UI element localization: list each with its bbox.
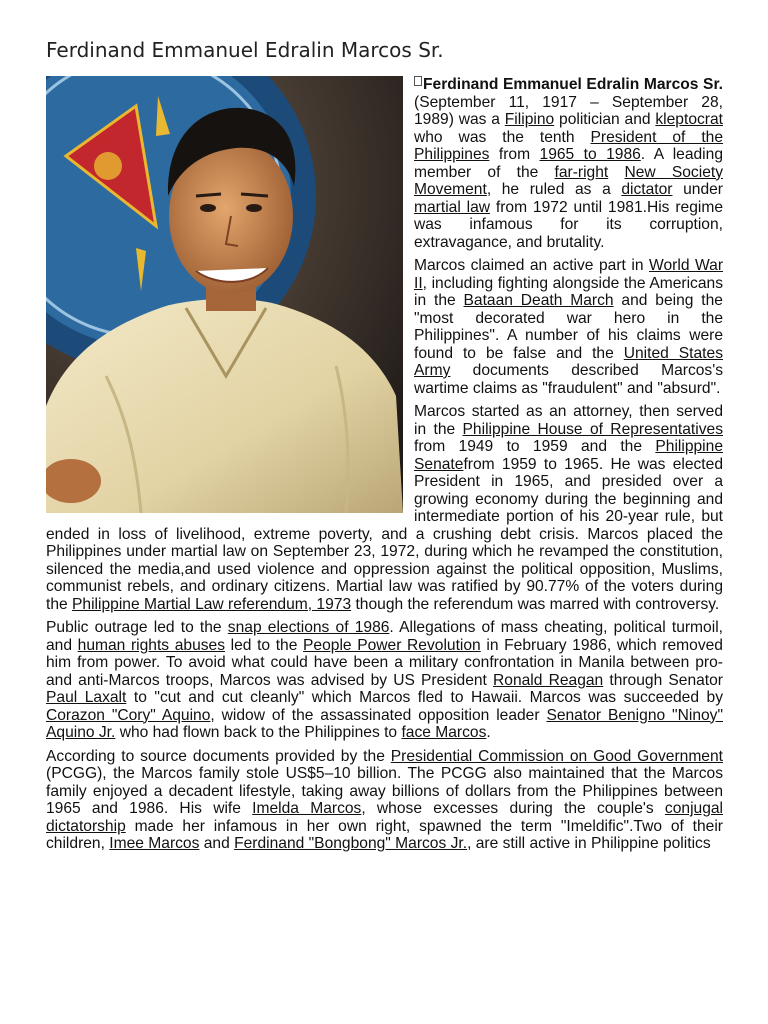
link-filipino[interactable]: Filipino <box>504 111 555 128</box>
link-martial-law-referendum[interactable]: Philippine Martial Law referendum, 1973 <box>72 595 352 613</box>
text <box>608 164 624 181</box>
link-martial-law[interactable]: martial law <box>414 198 491 216</box>
link-bongbong-marcos[interactable]: Ferdinand "Bongbong" Marcos Jr. <box>234 835 468 852</box>
link-1965-to-1986[interactable]: 1965 to 1986 <box>539 146 641 163</box>
text: According to source documents provided by the <box>46 747 391 765</box>
text: from 1949 to 1959 and the <box>414 438 656 455</box>
text: in February 1986, which removed him from power. To avoid what could have been a military confrontation in Manila between pro- and anti-Marcos troops, Marcos was advised by US President <box>46 636 723 689</box>
link-bataan-death-march[interactable]: Bataan Death March <box>463 292 614 309</box>
text: , he ruled as a <box>486 181 622 198</box>
text: , widow of the assassinated opposition leader <box>210 706 547 724</box>
link-paul-laxalt[interactable]: Paul Laxalt <box>46 689 127 706</box>
link-conjugal-dictatorship[interactable]: conjugal dictatorship <box>46 800 724 835</box>
text: , whose excesses during the couple's <box>361 800 665 817</box>
link-ronald-reagan[interactable]: Ronald Reagan <box>493 671 604 689</box>
anchor-icon <box>414 76 422 86</box>
text: under <box>672 181 723 198</box>
page-title: Ferdinand Emmanuel Edralin Marcos Sr. <box>46 38 444 62</box>
link-united-states-army[interactable]: United States Army <box>414 344 723 379</box>
link-people-power-revolution[interactable]: People Power Revolution <box>303 636 481 654</box>
text: from 1959 to 1965. He was elected President in 1965, and presided over a growing economy during the beginning and intermediate portion of his 20-year rule, but ended in loss of livelihood, extreme poverty, and a crushing debt crisis. Marcos placed the Philippines under martial law on September 23, 1972, during which he revamped the constitution, silenced the media,and used violence and oppression against the political opposition, Muslims, communist rebels, and ordinary citizens. Martial law was ratified by 90.77% of the voters during the <box>46 455 723 613</box>
text: (PCGG), the Marcos family stole US$5–10 billion. The PCGG also maintained that the Marcos family enjoyed a decadent lifestyle, taking away billions of dollars from the Philippines between 1965 and 1986. His wife <box>46 765 723 817</box>
text: Marcos started as an attorney, then served in the <box>414 403 723 438</box>
text: from 1972 until 1981.His regime was infamous for its corruption, extravagance, and brutality. <box>414 198 723 251</box>
text: made her infamous in her own right, spawned the term "Imeldific".Two of their children, <box>46 817 723 852</box>
link-ninoy-aquino[interactable]: Senator Benigno "Ninoy" Aquino Jr. <box>46 706 723 741</box>
link-world-war-ii[interactable]: World War II <box>414 257 724 292</box>
text: who was the tenth <box>414 128 591 146</box>
text: . Allegations of mass cheating, political turmoil, and <box>46 619 723 654</box>
link-face-marcos[interactable]: face Marcos <box>401 724 487 741</box>
link-pcgg[interactable]: Presidential Commission on Good Government <box>390 747 723 765</box>
link-kleptocrat[interactable]: kleptocrat <box>655 111 723 128</box>
text: documents described Marcos's wartime claims as "fraudulent" and "absurd". <box>414 362 723 397</box>
link-philippine-senate[interactable]: Philippine Senate <box>414 438 723 473</box>
text: , including fighting alongside the Americans in the <box>414 274 723 309</box>
text: to "cut and cut cleanly" which Marcos fled to Hawaii. Marcos was succeeded by <box>126 689 724 706</box>
text: (September 11, 1917 – September 28, 1989) was a <box>414 93 723 128</box>
text: politician and <box>554 111 656 128</box>
text: Public outrage led to the <box>46 619 228 636</box>
link-human-rights-abuses[interactable]: human rights abuses <box>77 636 226 654</box>
link-president-of-the-philippines[interactable]: President of the Philippines <box>414 128 724 163</box>
text: and being the "most decorated war hero in the Philippines". A number of his claims were found to be false and the <box>414 292 723 362</box>
text: though the referendum was marred with controversy. <box>351 595 720 613</box>
link-philippine-house-of-representatives[interactable]: Philippine House of Representatives <box>462 420 723 438</box>
link-corazon-aquino[interactable]: Corazon "Cory" Aquino <box>46 706 211 724</box>
text: . A leading member of the <box>414 146 723 181</box>
paragraph-ouster <box>46 619 723 742</box>
text: through Senator <box>603 671 724 689</box>
link-imelda-marcos[interactable]: Imelda Marcos <box>252 800 362 817</box>
text: , are still active in Philippine politics <box>467 835 711 852</box>
image-float-spacer <box>46 76 414 516</box>
text: . <box>486 724 491 741</box>
link-snap-elections[interactable]: snap elections of 1986 <box>227 619 390 636</box>
link-imee-marcos[interactable]: Imee Marcos <box>109 835 200 852</box>
text: led to the <box>225 636 304 654</box>
text: and <box>199 835 235 852</box>
link-new-society-movement[interactable]: New Society Movement <box>414 163 723 198</box>
text: Marcos claimed an active part in <box>414 257 650 274</box>
link-far-right[interactable]: far-right <box>554 163 609 181</box>
article-body <box>46 76 723 859</box>
text: who had flown back to the Philippines to <box>115 724 402 741</box>
paragraph-wealth <box>46 748 723 853</box>
subject-name: Ferdinand Emmanuel Edralin Marcos Sr. <box>423 76 723 93</box>
text: from <box>489 146 540 163</box>
link-dictator[interactable]: dictator <box>621 181 673 198</box>
